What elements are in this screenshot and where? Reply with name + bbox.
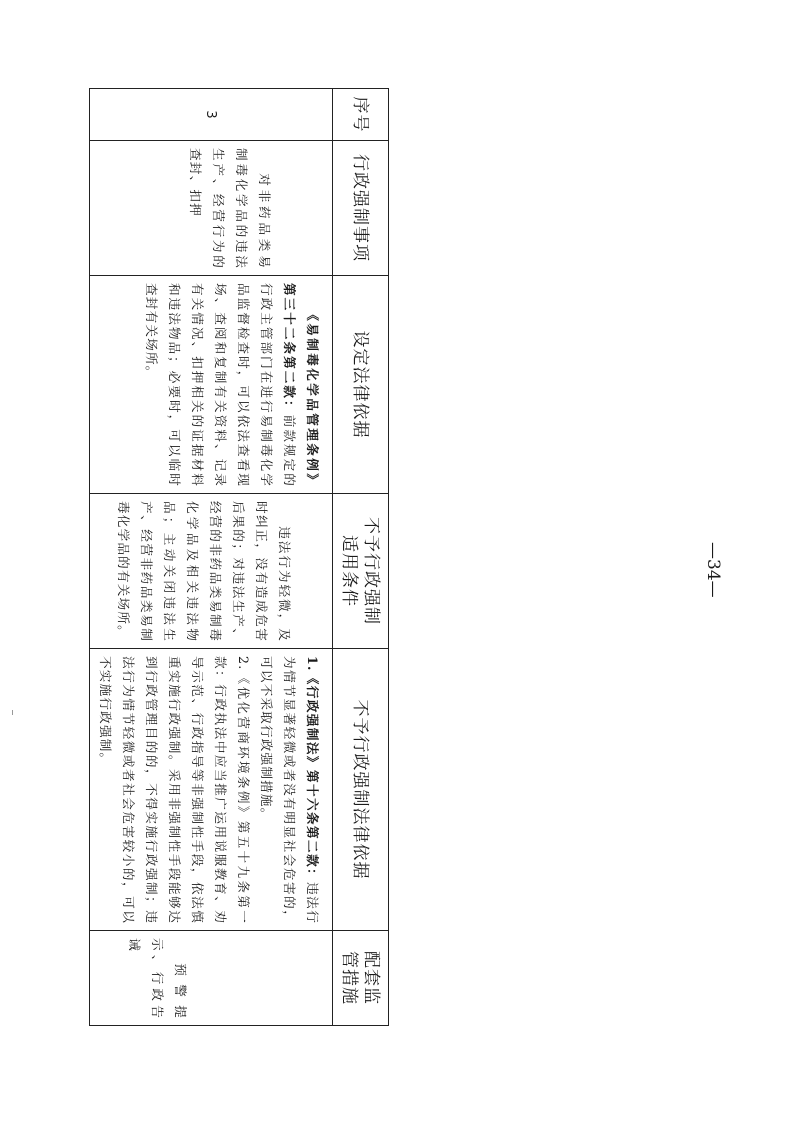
enforcement-table xyxy=(89,88,389,1026)
table-row xyxy=(90,89,333,1026)
row-basis-paragraph xyxy=(140,283,324,487)
header-measures xyxy=(333,931,389,1026)
row-nobasis-1-title: 1.《行政强制法》第十六条第二款： xyxy=(305,656,320,883)
header-measures-line1: 配套监 xyxy=(361,951,382,1005)
row-nobasis-item-2 xyxy=(94,656,255,924)
row-condition xyxy=(90,494,333,649)
row-measures xyxy=(90,931,333,1026)
header-measures-line2: 管措施 xyxy=(339,951,360,1005)
row-nobasis-1-text: 违法行为情节显著轻微或者没有明显社会危害的，可以不采取行政强制措施。 xyxy=(259,656,320,924)
row-seq: 3 xyxy=(90,89,333,141)
row-basis-text: 前款规定的行政主管部门在进行易制毒化学品监督检查时，可以依法查看现场、查阅和复制有关资料、记录有关情况、扣押相关的证据材料和违法物品；必要时，可以临时查封有关场所。 xyxy=(144,283,297,488)
row-basis-title: 《易制毒化学品管理条例》第三十二条第二款： xyxy=(282,283,320,487)
header-nobasis: 不予行政强制法律依据 xyxy=(333,649,389,931)
header-item: 行政强制事项 xyxy=(333,141,389,276)
header-basis: 设定法律依据 xyxy=(333,276,389,494)
page-number: —34— xyxy=(703,542,723,598)
row-basis xyxy=(90,276,333,494)
scan-mark xyxy=(12,710,13,715)
header-condition xyxy=(333,494,389,649)
row-nobasis-2-title: 2.《优化营商环境条例》第五十九条第一款： xyxy=(213,656,251,924)
row-nobasis-item-1 xyxy=(255,656,324,924)
header-condition-line1: 不予行政强制 xyxy=(361,517,382,625)
row-item-text: 对非药品类易制毒化学品的违法生产、经营行为的查封、扣押 xyxy=(188,148,272,269)
header-condition-line2: 适用条件 xyxy=(339,535,360,607)
table-header-row xyxy=(333,89,389,1026)
rotated-table-wrapper xyxy=(98,88,389,1025)
row-measures-text: 预警提示、行政告诫 xyxy=(127,938,188,1019)
row-condition-text: 违法行为轻微，及时纠正，没有造成危害后果的；对违法生产、经营的非药品类易制毒化学品及相关违法物品；主动关闭违法生产、经营非药品类易制毒化学品的有关场所。 xyxy=(116,501,292,642)
row-nobasis-2-text: 行政执法中应当推广运用说服教育、劝导示范、行政指导等非强制性手段，依法慎重实施行政强制。采用非强制性手段能够达到行政管理目的的，不得实施行政强制；违法行为情节轻微或者社会危害较小的，可以不实施行政强制。 xyxy=(98,656,228,924)
row-nobasis xyxy=(90,649,333,931)
row-item xyxy=(90,141,333,276)
header-seq: 序号 xyxy=(333,89,389,141)
